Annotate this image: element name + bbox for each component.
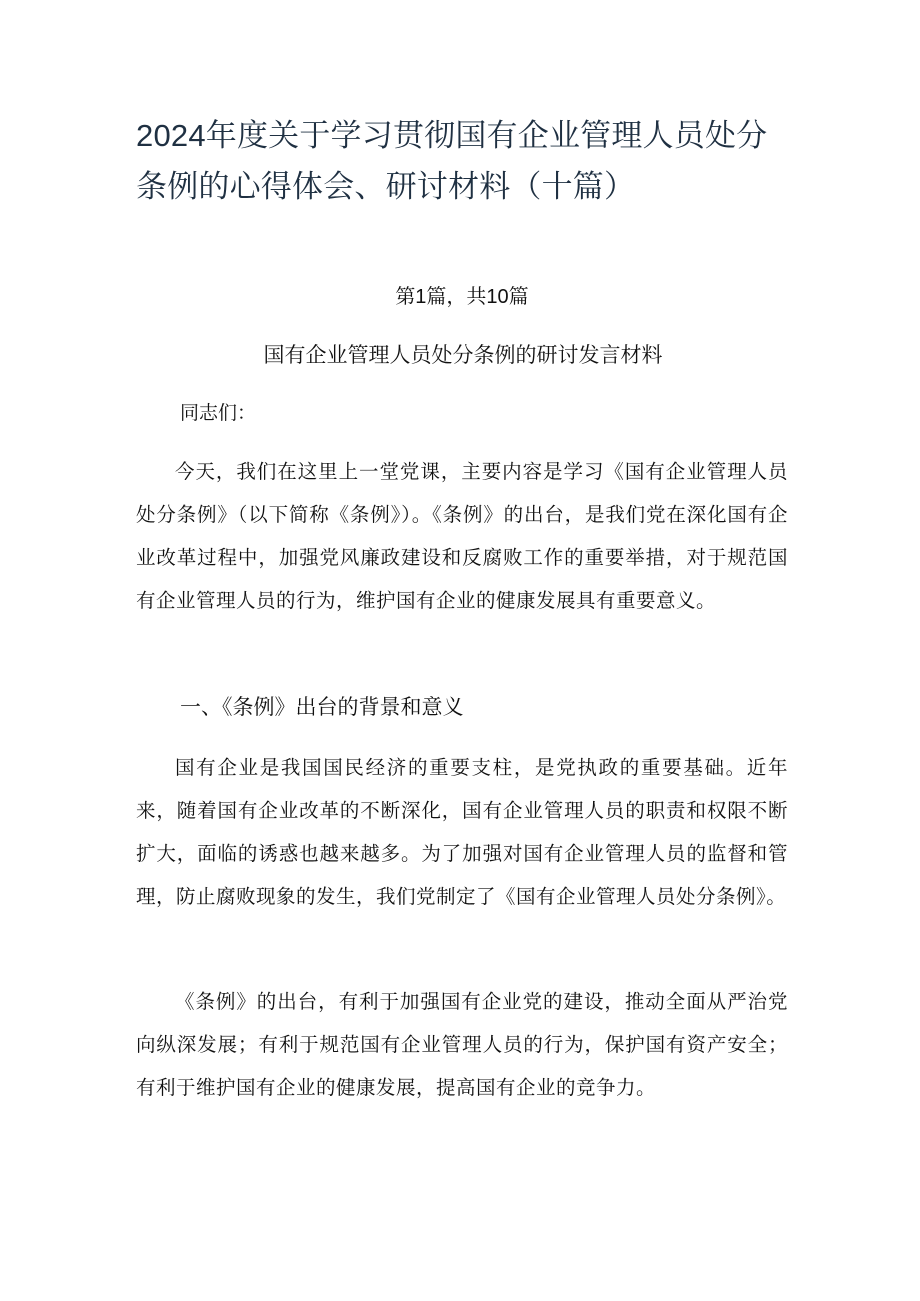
document-title: 2024年度关于学习贯彻国有企业管理人员处分条例的心得体会、研讨材料（十篇）: [136, 118, 768, 204]
speech-title: 国有企业管理人员处分条例的研讨发言材料: [263, 344, 663, 367]
part-heading: 第1篇，共10篇: [395, 286, 529, 308]
section-heading: 一、《条例》出台的背景和意义: [180, 696, 464, 719]
salutation: 同志们：: [180, 402, 257, 424]
paragraph-significance: 《条例》的出台，有利于加强国有企业党的建设，推动全面从严治党向纵深发展；有利于规范国有企业管理人员的行为，保护国有资产安全；有利于维护国有企业的健康发展，提高国有企业的竞争力。: [136, 990, 788, 1099]
paragraph-background: 国有企业是我国国民经济的重要支柱，是党执政的重要基础。近年来，随着国有企业改革的不断深化，国有企业管理人员的职责和权限不断扩大，面临的诱惑也越来越多。为了加强对国有企业管理人员的监督和管理，防止腐败现象的发生，我们党制定了《国有企业管理人员处分条例》。: [136, 756, 788, 908]
paragraph-intro: 今天，我们在这里上一堂党课，主要内容是学习《国有企业管理人员处分条例》（以下简称《条例》）。《条例》的出台，是我们党在深化国有企业改革过程中，加强党风廉政建设和反腐败工作的重要举措，对于规范国有企业管理人员的行为，维护国有企业的健康发展具有重要意义。: [136, 460, 788, 612]
